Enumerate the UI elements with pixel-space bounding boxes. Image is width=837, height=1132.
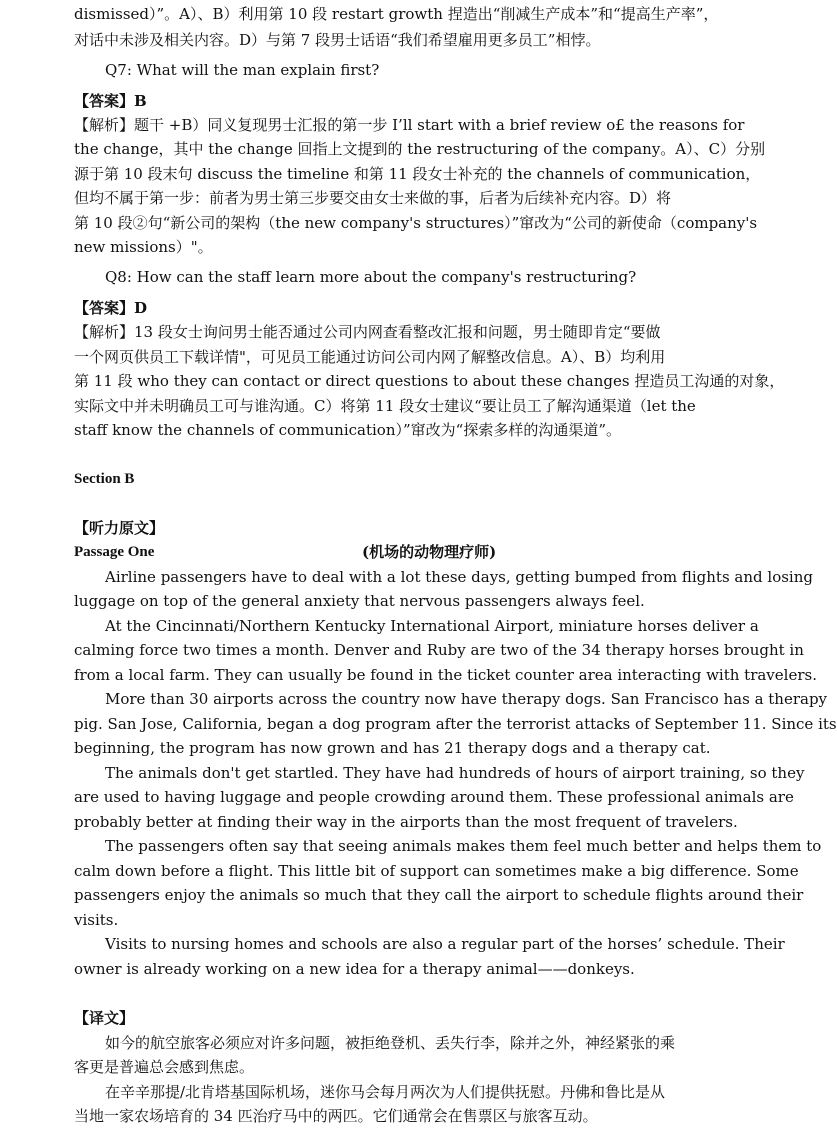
analysis-8-line: 第 11 段 who they can contact or direct questions to about these changes 捏造员工沟通的对象， — [74, 372, 785, 390]
translation-line: 在辛辛那提/北肯塔基国际机场，迷你马会每月两次为人们提供抚慰。丹佛和鲁比是从 — [105, 1083, 666, 1101]
analysis-7-line: 第 10 段②句“新公司的架构（the new company's structures）”窜改为“公司的新使命（company's — [74, 214, 758, 232]
passage-line: pig. San Jose, California, began a dog program after the terrorist attacks of September 11. Since its — [74, 715, 837, 733]
section-heading: Section B — [74, 471, 135, 487]
question-7: Q7: What will the man explain first? — [105, 61, 380, 79]
translation-line: 客更是普遍总会感到焦虑。 — [74, 1058, 255, 1076]
answer-8: 【答案】D — [74, 299, 148, 317]
analysis-7-line: 但均不属于第一步：前者为男士第三步要交由女士来做的事，后者为后续补充内容。D）将 — [74, 189, 672, 207]
text-line: dismissed）”。A）、B）利用第 10 段 restart growth 捏造出“削减生产成本”和“提高生产率”， — [74, 5, 719, 23]
text-line: 对话中未涉及相关内容。D）与第 7 段男士话语“我们希望雇用更多员工”相悖。 — [74, 31, 601, 49]
passage-line: More than 30 airports across the country now have therapy dogs. San Francisco has a therapy — [105, 690, 828, 708]
analysis-7-line: new missions）"。 — [74, 238, 213, 256]
passage-line: luggage on top of the general anxiety that nervous passengers always feel. — [74, 592, 645, 610]
passage-line: At the Cincinnati/Northern Kentucky International Airport, miniature horses deliver a — [105, 617, 759, 635]
translation-heading: 【译文】 — [74, 1009, 135, 1027]
analysis-7-line: 【解析】题干 +B）同义复现男士汇报的第一步 I’ll start with a brief review o£ the reasons for — [74, 116, 745, 134]
passage-label: Passage One — [74, 544, 155, 560]
passage-line: probably better at finding their way in the airports than the most frequent of travelers. — [74, 813, 738, 831]
analysis-7-line: the change，其中 the change 回指上文提到的 the restructuring of the company。A）、C）分别 — [74, 140, 766, 158]
passage-title: (机场的动物理疗师) — [362, 543, 497, 561]
analysis-8-line: 【解析】13 段女士询问男士能否通过公司内网查看整改汇报和问题，男士随即肯定“要做 — [74, 323, 661, 341]
passage-line: Visits to nursing homes and schools are also a regular part of the horses’ schedule. Their — [105, 935, 785, 953]
passage-line: calming force two times a month. Denver and Ruby are two of the 34 therapy horses brought in — [74, 641, 804, 659]
translation-line: 当地一家农场培育的 34 匹治疗马中的两匹。它们通常会在售票区与旅客互动。 — [74, 1107, 598, 1125]
translation-line: 如今的航空旅客必须应对许多问题，被拒绝登机、丢失行李，除并之外，神经紧张的乘 — [105, 1034, 676, 1052]
passage-line: from a local farm. They can usually be found in the ticket counter area interacting with travelers. — [74, 666, 817, 684]
passage-line: The passengers often say that seeing animals makes them feel much better and helps them to — [105, 837, 822, 855]
passage-line: calm down before a flight. This little bit of support can sometimes make a big difference. Some — [74, 862, 799, 880]
passage-line: beginning, the program has now grown and has 21 therapy dogs and a therapy cat. — [74, 739, 711, 757]
passage-line: are used to having luggage and people crowding around them. These professional animals are — [74, 788, 794, 806]
answer-7: 【答案】B — [74, 92, 147, 110]
analysis-8-line: 实际文中并未明确员工可与谁沟通。C）将第 11 段女士建议“要让员工了解沟通渠道（let the — [74, 397, 696, 415]
passage-line: owner is already working on a new idea for a therapy animal——donkeys. — [74, 960, 635, 978]
question-8: Q8: How can the staff learn more about the company's restructuring? — [105, 268, 637, 286]
passage-line: passengers enjoy the animals so much that they call the airport to schedule flights around their — [74, 886, 804, 904]
passage-line: visits. — [74, 911, 119, 929]
listening-heading: 【听力原文】 — [74, 519, 165, 537]
passage-line: Airline passengers have to deal with a lot these days, getting bumped from flights and losing — [105, 568, 813, 586]
analysis-8-line: 一个网页供员工下载详情"，可见员工能通过访问公司内网了解整改信息。A）、B）均利用 — [74, 348, 666, 366]
analysis-7-line: 源于第 10 段末句 discuss the timeline 和第 11 段女士补充的 the channels of communication， — [74, 165, 761, 183]
analysis-8-line: staff know the channels of communication）”窜改为“探索多样的沟通渠道”。 — [74, 421, 621, 439]
passage-line: The animals don't get startled. They have had hundreds of hours of airport training, so they — [105, 764, 805, 782]
